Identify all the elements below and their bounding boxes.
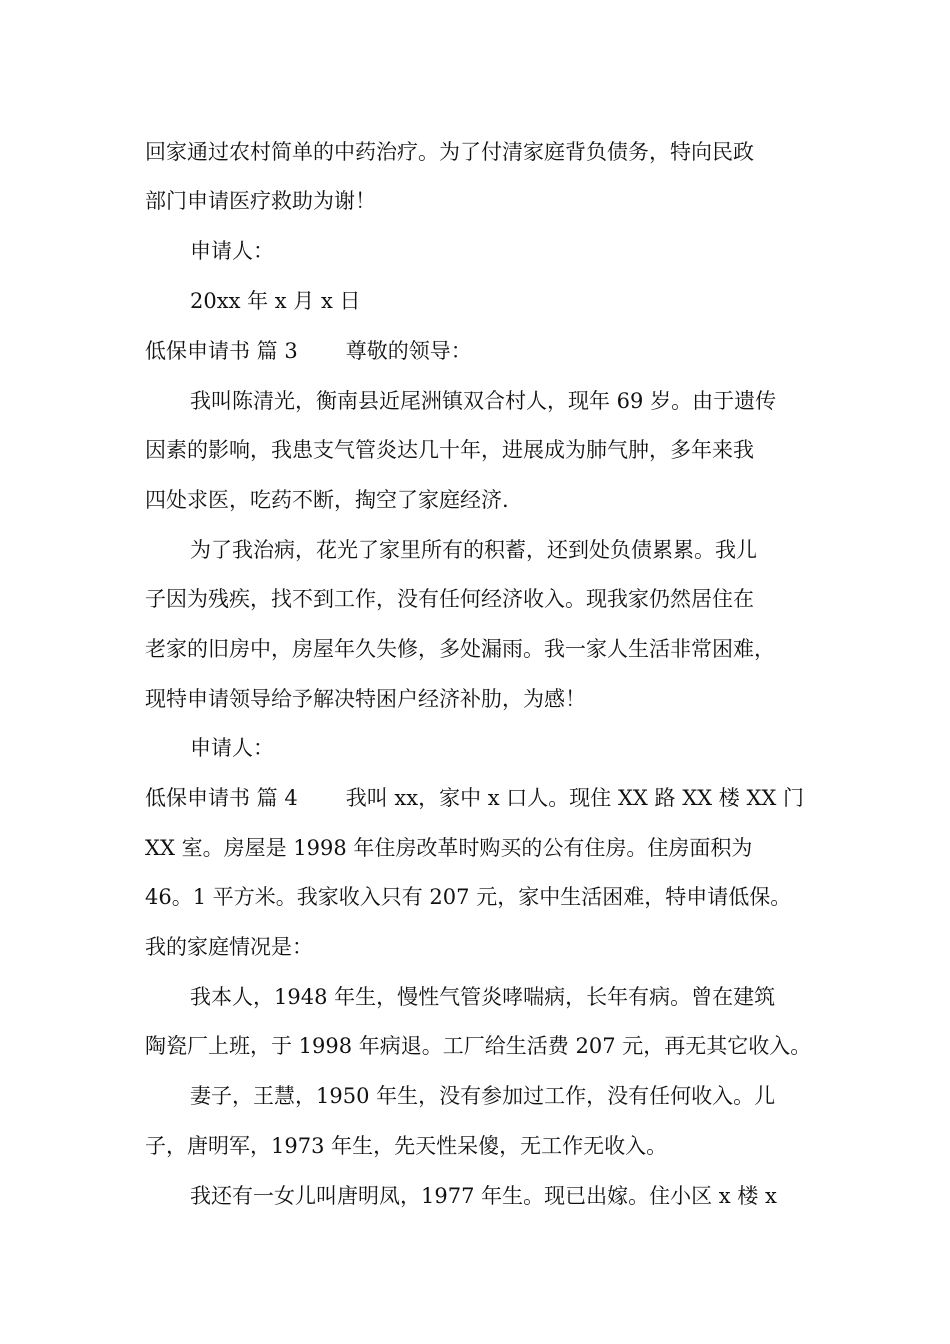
paragraph-line: 老家的旧房中，房屋年久失修，多处漏雨。我一家人生活非常困难， (145, 637, 775, 661)
paragraph-line: 部门申请医疗救助为谢！ (145, 189, 376, 213)
paragraph-line: 陶瓷厂上班，于 1998 年病退。工厂给生活费 207 元，再无其它收入。 (145, 1034, 812, 1058)
paragraph-line: XX 室。房屋是 1998 年住房改革时购买的公有住房。住房面积为 (145, 836, 753, 860)
paragraph-line: 我本人，1948 年生，慢性气管炎哮喘病，长年有病。曾在建筑 (190, 985, 776, 1009)
salutation: 尊敬的领导： (345, 339, 472, 363)
paragraph-line: 我的家庭情况是： (145, 935, 313, 959)
section-heading: 低保申请书 篇 4 (145, 786, 298, 810)
section-heading-row (145, 336, 815, 366)
paragraph-line: 四处求医，吃药不断，掏空了家庭经济. (145, 488, 509, 512)
paragraph-line: 子因为残疾，找不到工作，没有任何经济收入。现我家仍然居住在 (145, 587, 754, 611)
paragraph-text: 我叫 xx，家中 x 口人。现住 XX 路 XX 楼 XX 门 (345, 786, 805, 810)
applicant-label: 申请人： (190, 736, 274, 760)
section-heading: 低保申请书 篇 3 (145, 339, 298, 363)
paragraph-line: 因素的影响，我患支气管炎达几十年，进展成为肺气肿，多年来我 (145, 438, 754, 462)
paragraph-line: 为了我治病，花光了家里所有的积蓄，还到处负债累累。我儿 (190, 538, 757, 562)
paragraph-line: 妻子，王慧，1950 年生，没有参加过工作，没有任何收入。儿 (190, 1084, 776, 1108)
section-heading-row (145, 783, 815, 813)
paragraph-line: 现特申请领导给予解决特困户经济补肋，为感！ (145, 687, 586, 711)
paragraph-line: 我叫陈清光，衡南县近尾洲镇双合村人，现年 69 岁。由于遗传 (190, 389, 777, 413)
paragraph-line: 回家通过农村简单的中药治疗。为了付清家庭背负债务，特向民政 (145, 140, 754, 164)
paragraph-line: 我还有一女儿叫唐明凤，1977 年生。现已出嫁。住小区 x 楼 x (190, 1184, 777, 1208)
applicant-label: 申请人： (190, 239, 274, 263)
paragraph-line: 46。1 平方米。我家收入只有 207 元，家中生活困难，特申请低保。 (145, 885, 792, 909)
paragraph-line: 子，唐明军，1973 年生，先天性呆傻，无工作无收入。 (145, 1134, 668, 1158)
date-line: 20xx 年 x 月 x 日 (190, 289, 361, 313)
